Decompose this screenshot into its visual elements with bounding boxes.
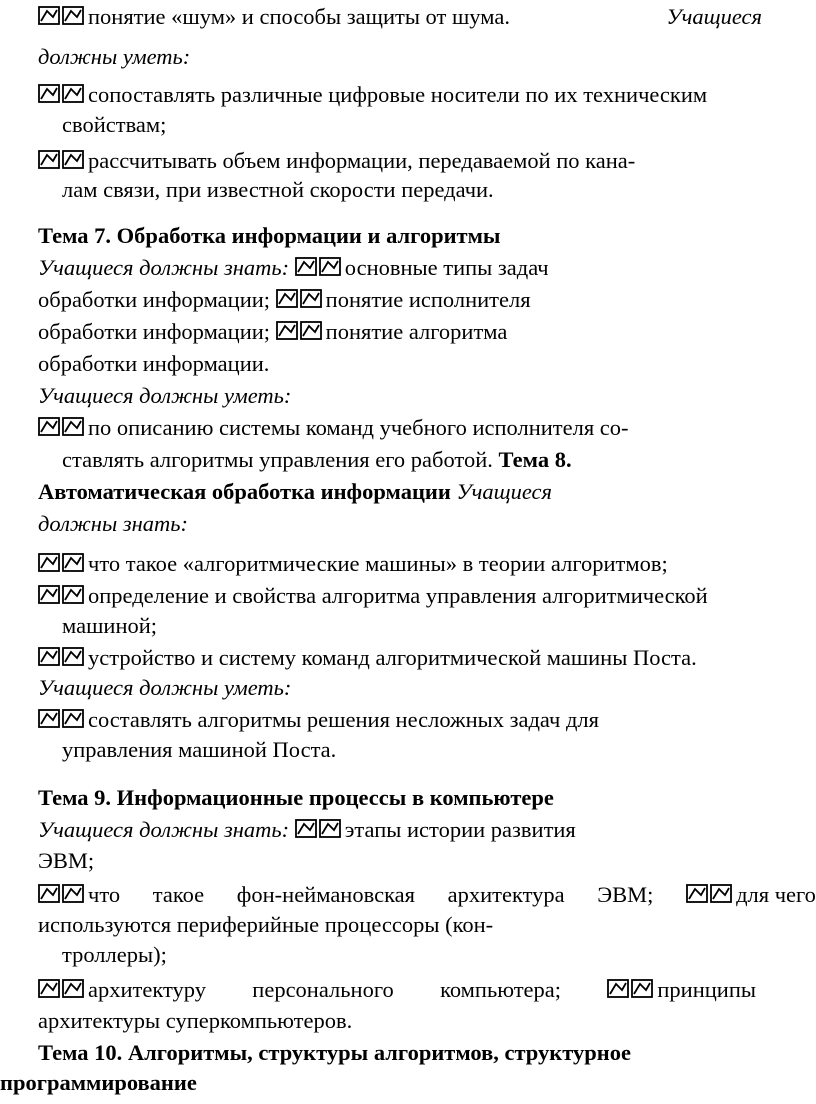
- italic-text: Учащиеся: [456, 479, 552, 504]
- word: фон-неймановская: [236, 882, 415, 907]
- word: архитектуру: [88, 977, 206, 1002]
- checkbox-pair-icon: [607, 979, 653, 999]
- text-line: троллеры);: [62, 942, 167, 967]
- list-item-continuation: машиной;: [62, 613, 158, 638]
- italic-subheading: должны уметь:: [38, 44, 191, 69]
- checkbox-pair-icon: [276, 321, 322, 341]
- text-line: [38, 975, 756, 1005]
- word: ЭВМ;: [597, 882, 654, 907]
- list-item-continuation: [62, 445, 572, 475]
- italic-text: Учащиеся должны знать:: [38, 817, 290, 842]
- list-item: [38, 549, 668, 579]
- text-line: архитектуры суперкомпьютеров.: [38, 1008, 353, 1033]
- italic-subheading: Учащиеся должны уметь:: [38, 675, 292, 700]
- list-item-text: обработки информации;: [38, 287, 271, 312]
- text-line: ЭВМ;: [38, 848, 95, 873]
- list-item-text: определение и свойства алгоритма управления алгоритмической: [88, 583, 708, 608]
- list-item-continuation: свойствам;: [62, 112, 167, 137]
- text-line: [38, 2, 816, 32]
- section-heading-continuation: программирование: [0, 1070, 197, 1095]
- list-item-text: понятие алгоритма: [325, 319, 508, 344]
- word: для чего: [736, 882, 816, 907]
- text-line: [38, 477, 552, 507]
- section-heading-inline: Тема 8.: [498, 447, 572, 472]
- word: что: [88, 882, 121, 907]
- section-heading-inline: Автоматическая обработка информации: [38, 479, 451, 504]
- list-item-continuation: управления машиной Поста.: [62, 737, 337, 762]
- text-line: используются периферийные процессоры (кон-: [38, 912, 494, 937]
- list-item-text: сопоставлять различные цифровые носители по их техническим: [88, 82, 708, 107]
- word: архитектура: [447, 882, 565, 907]
- text-line: [38, 880, 816, 910]
- list-item-text: этапы истории развития: [344, 817, 576, 842]
- text-line: [38, 317, 507, 347]
- list-item-text: рассчитывать объем информации, передаваемой по кана-: [88, 148, 636, 173]
- list-item-text: устройство и систему команд алгоритмической машины Поста.: [88, 645, 697, 670]
- checkbox-pair-icon: [295, 819, 341, 839]
- list-item-text: основные типы задач: [344, 255, 549, 280]
- list-item-text: понятие «шум» и способы защиты от шума.: [88, 4, 510, 29]
- list-item-text: обработки информации;: [38, 319, 271, 344]
- italic-text: Учащиеся должны знать:: [38, 255, 290, 280]
- checkbox-pair-icon: [686, 884, 732, 904]
- list-item-continuation: лам связи, при известной скорости передачи.: [62, 177, 494, 202]
- text-line: [38, 285, 531, 315]
- text-line: обработки информации.: [38, 351, 270, 376]
- checkbox-pair-icon: [38, 585, 84, 605]
- checkbox-pair-icon: [38, 647, 84, 667]
- text-line: [38, 815, 576, 845]
- checkbox-pair-icon: [38, 84, 84, 104]
- checkbox-pair-icon: [276, 289, 322, 309]
- list-item: [38, 146, 635, 176]
- italic-subheading: Учащиеся должны уметь:: [38, 383, 292, 408]
- checkbox-pair-icon: [38, 150, 84, 170]
- text-line: [38, 253, 549, 283]
- list-item-text: что такое «алгоритмические машины» в теории алгоритмов;: [88, 551, 668, 576]
- section-heading: Тема 10. Алгоритмы, структуры алгоритмов, структурное: [38, 1040, 631, 1065]
- list-item: [38, 643, 697, 673]
- list-item: [38, 705, 599, 735]
- word: компьютера;: [440, 977, 562, 1002]
- word: персонального: [252, 977, 394, 1002]
- list-item-text: по описанию системы команд учебного исполнителя со-: [88, 415, 629, 440]
- section-heading: Тема 9. Информационные процессы в компьютере: [38, 785, 554, 810]
- list-item-text: понятие исполнителя: [325, 287, 531, 312]
- word: принципы: [657, 977, 756, 1002]
- list-item: [38, 80, 707, 110]
- section-heading: Тема 7. Обработка информации и алгоритмы: [38, 223, 501, 248]
- checkbox-pair-icon: [38, 709, 84, 729]
- italic-text: Учащиеся: [666, 4, 762, 29]
- list-item: [38, 581, 708, 611]
- word: такое: [152, 882, 205, 907]
- list-item-text: составлять алгоритмы решения несложных задач для: [88, 707, 599, 732]
- list-item: [38, 413, 629, 443]
- checkbox-pair-icon: [38, 979, 84, 999]
- checkbox-pair-icon: [38, 6, 84, 26]
- checkbox-pair-icon: [38, 417, 84, 437]
- checkbox-pair-icon: [295, 257, 341, 277]
- checkbox-pair-icon: [38, 884, 84, 904]
- list-item-text: ставлять алгоритмы управления его работой.: [62, 447, 493, 472]
- checkbox-pair-icon: [38, 553, 84, 573]
- italic-subheading: должны знать:: [38, 511, 189, 536]
